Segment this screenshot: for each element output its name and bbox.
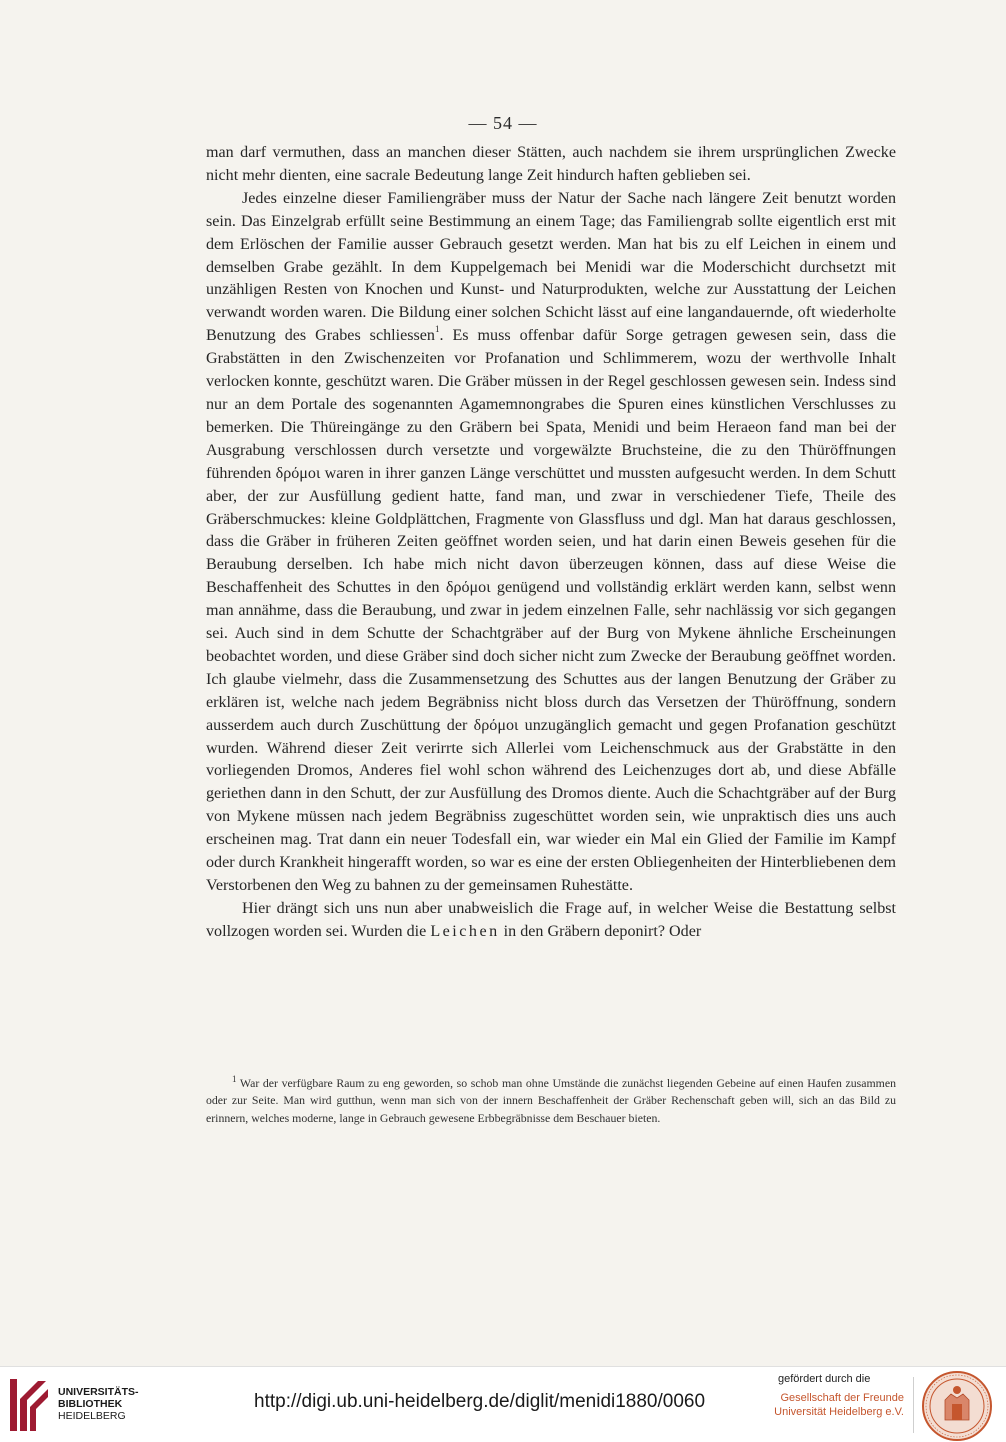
body-text (206, 142, 896, 944)
sponsor-divider (913, 1377, 914, 1433)
paragraph-3-rest: in den Gräbern deponirt? Oder (499, 922, 702, 940)
sponsor-name-line-2[interactable]: Universität Heidelberg e.V. (774, 1406, 904, 1418)
sponsor-caption: gefördert durch die (778, 1373, 871, 1385)
library-name (58, 1386, 139, 1422)
library-name-line-2: BIBLIOTHEK (58, 1398, 123, 1410)
page-number: — 54 — (468, 113, 538, 133)
paragraph-3-start: Hier drängt sich uns nun aber unabweislich die Frage auf, in welcher Weise die Bestattung selbst vollzogen worden sei. Wurden die (206, 899, 896, 940)
paragraph-2-rest: . Es muss offenbar dafür Sorge getragen gewesen sein, dass die Grabstätten in den Zwischenzeiten vor Profanation und Schlimmerem, wozu der werthvolle Inhalt verlocken konnte, geschützt waren. Die Gräber müssen in der Regel geschlossen gewesen sein. Indess sind nur an dem Portale des sogenannten Agamemnongrabes die Spuren eines künstlichen Verschlusses zu bemerken. Die Thüreingänge zu den Gräbern bei Spata, Menidi und beim Heraeon fand man bei der Ausgrabung verschlossen durch versetzte und vorgewälzte Bruchsteine, die zu den Thüröffnungen führenden δρόμοι waren in ihrer ganzen Länge verschüttet und mussten aufgesucht werden. In dem Schutt aber, der zur Ausfüllung gedient hatte, fand man, und zwar in verschiedener Tiefe, Theile des Gräberschmuckes: kleine Goldplättchen, Fragmente von Glassfluss und dgl. Man hat daraus geschlossen, dass die Gräber in früheren Zeiten geöffnet worden seien, und hat darin einen Beweis gesehen für die Beraubung derselben. Ich habe mich nicht davon überzeugen können, dass auf diese Weise die Beschaffenheit des Schuttes in den δρόμοι genügend und vollständig erklärt werden kann, selbst wenn man annähme, dass die Beraubung, und zwar in jedem einzelnen Falle, sehr nachlässig vor sich gegangen sei. Auch sind in dem Schutte der Schachtgräber auf der Burg von Mykene ähnliche Erscheinungen beobachtet worden, und diese Gräber sind doch sicher nicht zum Zwecke der Beraubung geöffnet worden. Ich glaube vielmehr, dass die Zusammensetzung des Schuttes aus der langen Benutzung der Gräber zu erklären ist, welche nach jedem Begräbniss nicht bloss durch das Versetzen der Thüröffnung, sondern ausserdem auch durch Zuschüttung der δρόμοι unzugänglich gemacht und gegen Profanation geschützt wurden. Während dieser Zeit verirrte sich Allerlei vom Leichenschmuck aus der Grabstätte in den vorliegenden Dromos, Anderes fiel wohl schon während des Leichenzuges dort ab, und diese Abfälle geriethen dann in den Schutt, der zur Ausfüllung des Dromos diente. Auch die Schachtgräber auf der Burg von Mykene müssen nach jedem Begräbniss zugeschüttet worden sein, wie unpraktisch dies uns auch erscheinen mag. Trat dann ein neuer Todesfall ein, war wieder ein Mal ein Glied der Familie im Kampf oder durch Krankheit hingerafft worden, so war es eine der ersten Obliegenheiten der Hinterbliebenen dem Verstorbenen den Weg zu bahnen zu der gemeinsamen Ruhestätte. (206, 327, 896, 894)
footer-bar (0, 1366, 1006, 1441)
ub-heidelberg-logo-icon[interactable] (8, 1377, 52, 1433)
footnote (206, 1075, 896, 1127)
footnote-text: War der verfügbare Raum zu eng geworden, so schob man ohne Umstände die zunächst liegenden Gebeine auf einen Haufen zusammen oder zur Seite. Man wird gutthun, wenn man sich von der innern Beschaffenheit der Gräber Rechenschaft geben will, sich an das Bild zu erinnern, welches moderne, lange in Gebrauch gewesene Erbbegräbnisse dem Beschauer bieten. (206, 1076, 896, 1125)
paragraph-2 (206, 188, 896, 898)
library-name-line-3: HEIDELBERG (58, 1410, 126, 1422)
footnote-paragraph (206, 1075, 896, 1127)
library-name-line-1: UNIVERSITÄTS- (58, 1386, 139, 1398)
sponsor-name-line-1[interactable]: Gesellschaft der Freunde (780, 1392, 904, 1404)
paragraph-2-start: Jedes einzelne dieser Familiengräber muss der Natur der Sache nach längere Zeit benutzt worden sein. Das Einzelgrab erfüllt seine Bestimmung an einem Tage; das Familiengrab sollte eigentlich erst mit dem Erlöschen der Familie ausser Gebrauch gesetzt werden. Man hat bis zu elf Leichen in einem und demselben Grabe gezählt. In dem Kuppelgemach bei Menidi war die Moderschicht durchsetzt mit unzähligen Resten von Knochen und Kunst- und Naturprodukten, welche zur Ausstattung der Leichen verwandt worden waren. Die Bildung einer solchen Schicht lässt auf eine langandauernde, oft wiederholte Benutzung des Grabes schliessen (206, 189, 896, 345)
paragraph-1: man darf vermuthen, dass an manchen dieser Stätten, auch nachdem sie ihrem ursprünglichen Zwecke nicht mehr dienten, eine sacrale Bedeutung lange Zeit hindurch haften geblieben sei. (206, 144, 896, 184)
footnote-reference[interactable]: 1 (434, 324, 440, 335)
university-seal-icon (921, 1370, 993, 1442)
footnote-marker: 1 (232, 1074, 237, 1084)
spaced-word: Leichen (430, 922, 500, 940)
paragraph-3 (206, 898, 896, 944)
permalink-url[interactable]: http://digi.ub.uni-heidelberg.de/diglit/menidi1880/0060 (254, 1391, 706, 1412)
sponsor-block (760, 1367, 910, 1441)
